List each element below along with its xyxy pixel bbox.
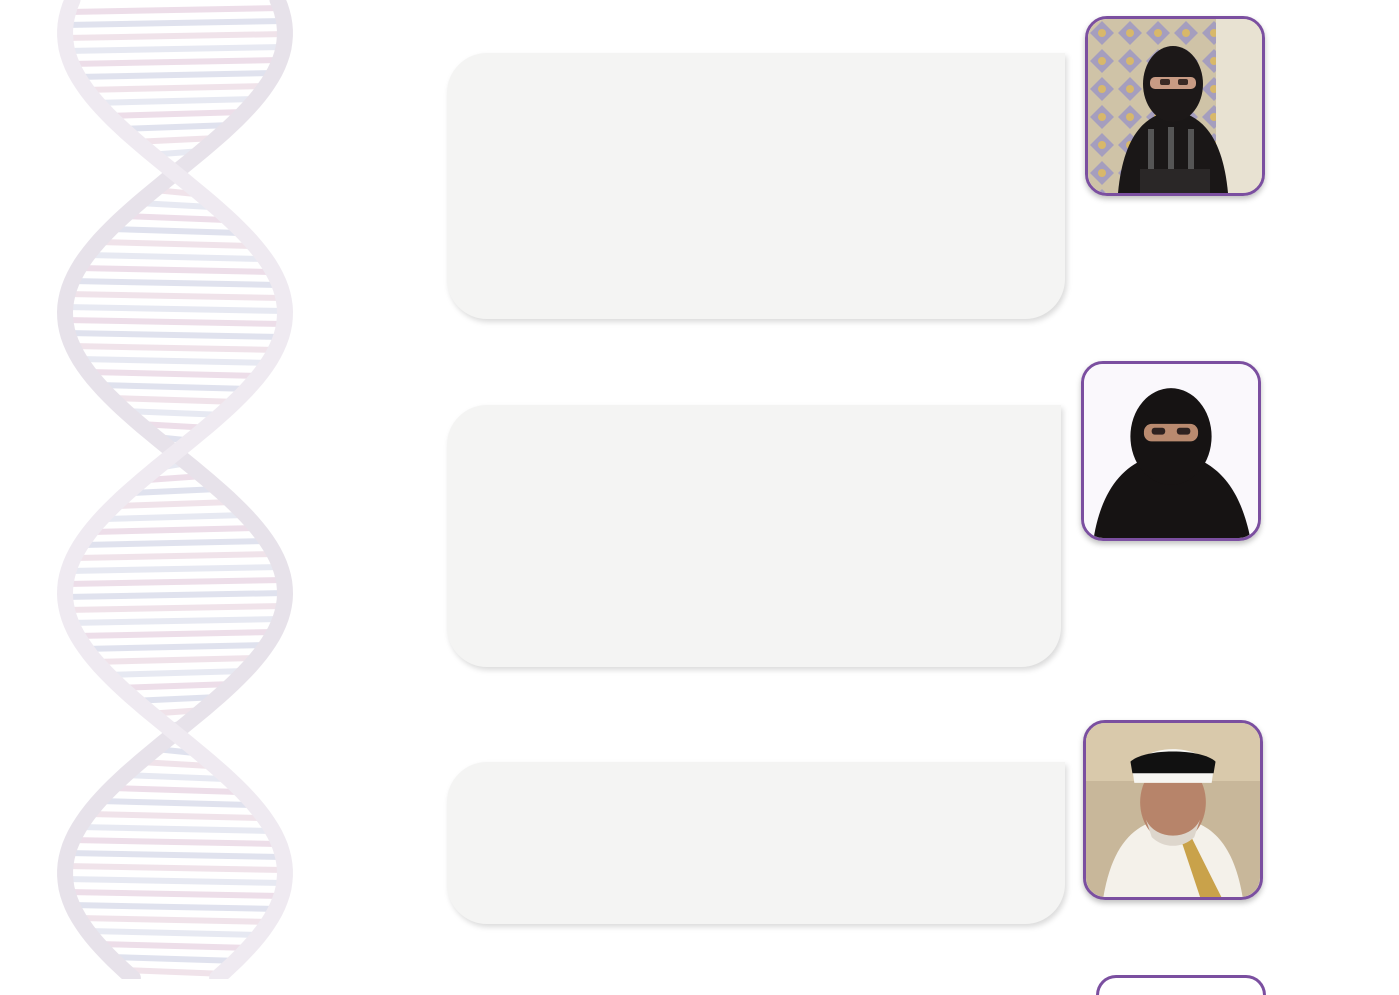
member-bio-card (447, 53, 1065, 319)
dna-rung (88, 255, 263, 259)
dna-rung (72, 281, 278, 285)
dna-rung (65, 879, 285, 883)
dna-rung (93, 658, 257, 662)
dna-rung (99, 385, 251, 389)
dna-rung (87, 931, 262, 935)
dna-rung (66, 47, 283, 51)
dna-rung (79, 827, 270, 831)
dna-rung (65, 320, 284, 324)
dna-rung (83, 541, 267, 545)
dna-rung (75, 632, 274, 636)
dna-rung (110, 229, 239, 233)
member-photo-next (1096, 975, 1266, 995)
dna-rung (70, 567, 281, 571)
dna-rung (125, 775, 225, 779)
dna-rung (65, 34, 285, 38)
dna-rung (68, 333, 283, 337)
dna-rung (105, 515, 246, 519)
dna-rung (99, 801, 251, 805)
dna-rung (69, 8, 280, 12)
dna-rung (124, 216, 226, 220)
dna-rung (68, 892, 283, 896)
dna-rung (70, 619, 281, 623)
dna-rung (105, 112, 244, 116)
dna-rung (70, 60, 280, 64)
dna-rung (98, 944, 252, 948)
member-bio-card (447, 405, 1061, 667)
dna-rung (119, 125, 232, 129)
dna-rung (111, 398, 238, 402)
dna-rung (72, 905, 278, 909)
dna-rung (94, 99, 256, 103)
dna-rung (88, 814, 261, 818)
dna-rung (118, 502, 233, 506)
dna-rung (65, 866, 284, 870)
dna-rung (111, 788, 238, 792)
member-bio-card (447, 762, 1065, 924)
dna-rung (118, 684, 233, 688)
dna-rung (68, 294, 283, 298)
dna-rung (68, 853, 282, 857)
dna-helix-background (0, 0, 330, 979)
dna-rung (75, 554, 274, 558)
dna-rung (132, 489, 218, 493)
dna-rung (105, 671, 246, 675)
dna-rung (72, 346, 277, 350)
dna-rung (83, 645, 267, 649)
dna-rung (65, 307, 284, 311)
dna-rung (93, 528, 257, 532)
dna-rung (76, 73, 274, 77)
dna-rung (79, 918, 272, 922)
dna-rung (98, 242, 252, 246)
member-photo (1083, 720, 1263, 900)
dna-rung (84, 86, 266, 90)
dna-rung (65, 593, 285, 597)
dna-rung (110, 957, 239, 961)
dna-rung (66, 606, 284, 610)
dna-rung (73, 840, 278, 844)
dna-rung (66, 21, 284, 25)
dna-rung (66, 580, 284, 584)
dna-rung (88, 372, 262, 376)
dna-rung (79, 359, 270, 363)
dna-rung (79, 268, 271, 272)
member-photo (1085, 16, 1265, 196)
member-photo (1081, 361, 1261, 541)
